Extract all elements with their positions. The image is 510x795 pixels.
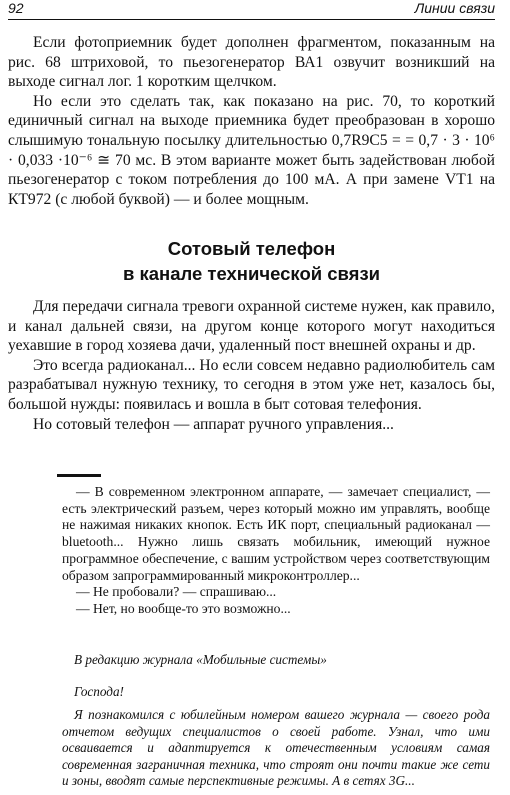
running-header [8, 0, 495, 20]
paragraph: Для передачи сигнала тревоги охранной системе нужен, как правило, и канал дальней связи, на другом конце которого могут находиться уехавшие в город хозяева дачи, удаленный пост внешней охраны и др. [8, 298, 495, 355]
quote-divider [57, 474, 101, 477]
page-number: 92 [8, 0, 24, 16]
dialogue-line: — Нет, но вообще-то это возможно... [76, 600, 291, 616]
paragraph: Но сотовый телефон — аппарат ручного управления... [33, 415, 394, 433]
main-text [8, 297, 495, 434]
section-heading-line2: в канале технической связи [122, 263, 381, 284]
dialogue-quote [62, 484, 490, 618]
section-heading [8, 236, 495, 286]
dialogue-line: — В современном электронном аппарате, — замечает специалист, — есть электрический разъем, через который можно им управлять, вообще не нажимая никаких кнопок. Есть ИК порт, специальный радиоканал — bluetooth... Нужно лишь связать мобильник, имеющий нужное программное обеспечение, с вашим устройством через соответствующим образом запрограммированный микроконтроллер... [62, 484, 490, 583]
paragraph: Если фотоприемник будет дополнен фрагментом, показанным на рис. 68 штриховой, то пьезогенератор ВА1 озвучит возникший на выходе сигнал лог. 1 коротким щелчком. [8, 34, 495, 91]
running-section-title: Линии связи [414, 0, 495, 16]
letter-body [62, 707, 490, 790]
letter-greeting: Господа! [74, 684, 124, 699]
paragraph: Но если это сделать так, как показано на рис. 70, то короткий единичный сигнал на выходе приемника будет преобразован в хорошо слышимую тональную посылку длительностью 0,7R9C5 = = 0,7 · 3 · 10⁶ · 0,033 ·10⁻⁶ ≅ 70 мс. В этом варианте может быть задействован любой пьезогенератор с током потребления до 100 мА. А при замене VT1 на КТ972 (с любой буквой) — и более мощным. [8, 92, 495, 208]
paragraph: Это всегда радиоканал... Но если совсем недавно радиолюбитель сам разрабатывал нужную технику, то сегодня в этом уже нет, казалось бы, большой нужды: появилась и вошла в быт сотовая телефония. [8, 356, 495, 413]
section-heading-line1: Сотовый телефон [167, 238, 336, 259]
letter-paragraph: Я познакомился с юбилейным номером вашего журнала — своего рода отчетом ведущих специалистов о своей работе. Узнал, что ими осваивается и адаптируется к отечественным условиям самая современная заграничная техника, что строят они почти такие же сети и зоны, вводят самые перспективные режимы. А в сетях 3G... [62, 707, 490, 789]
intro-text [8, 33, 495, 209]
letter-addressee: В редакцию журнала «Мобильные системы» [74, 652, 327, 667]
dialogue-line: — Не пробовали? — спрашиваю... [76, 584, 277, 600]
